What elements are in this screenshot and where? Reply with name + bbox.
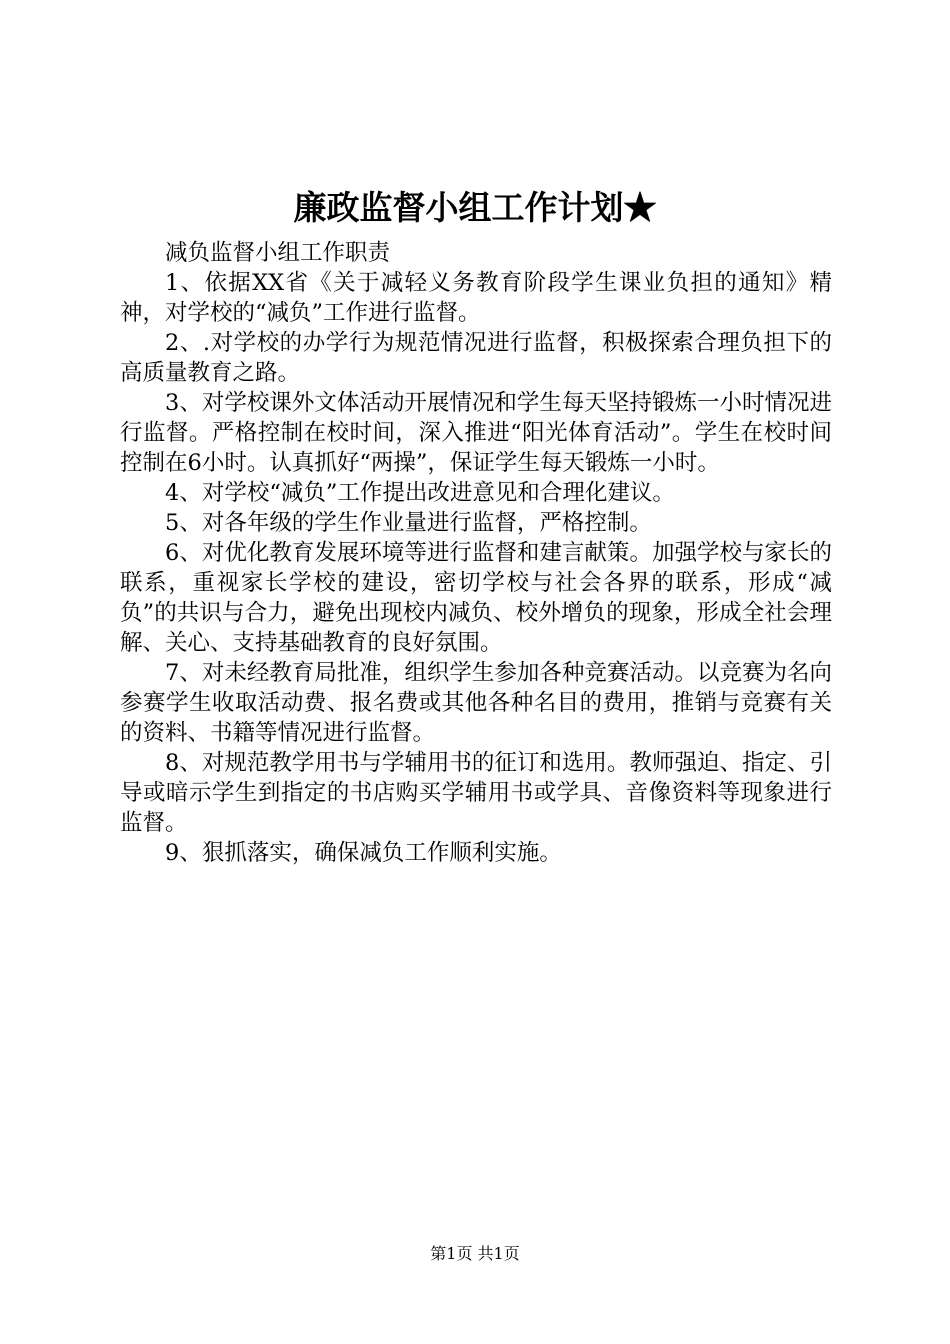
paragraph-4: 4、对学校“减负”工作提出改进意见和合理化建议。 (165, 480, 675, 506)
paragraph-1: 1、依据XX省《关于减轻义务教育阶段学生课业负担的通知》精神，对学校的“减负”工作进行监督。 (120, 270, 832, 326)
paragraph-3: 3、对学校课外文体活动开展情况和学生每天坚持锻炼一小时情况进行监督。严格控制在校时间，深入推进“阳光体育活动”。学生在校时间控制在6小时。认真抓好“两操”，保证学生每天锻炼一小时。 (120, 390, 832, 476)
paragraph-5: 5、对各年级的学生作业量进行监督，严格控制。 (165, 510, 652, 536)
paragraph-8: 8、对规范教学用书与学辅用书的征订和选用。教师强迫、指定、引导或暗示学生到指定的书店购买学辅用书或学具、音像资料等现象进行监督。 (120, 750, 832, 836)
paragraph-9: 9、狠抓落实，确保减负工作顺利实施。 (165, 840, 562, 866)
document-title: 廉政监督小组工作计划★ (293, 188, 657, 227)
section-heading: 减负监督小组工作职责 (165, 240, 391, 266)
paragraph-6: 6、对优化教育发展环境等进行监督和建言献策。加强学校与家长的联系，重视家长学校的建设，密切学校与社会各界的联系，形成“减负”的共识与合力，避免出现校内减负、校外增负的现象，形成全社会理解、关心、支持基础教育的良好氛围。 (120, 540, 832, 656)
paragraph-7: 7、对未经教育局批准，组织学生参加各种竞赛活动。以竞赛为名向参赛学生收取活动费、报名费或其他各种名目的费用，推销与竞赛有关的资料、书籍等情况进行监督。 (120, 660, 832, 746)
document-body (120, 238, 832, 868)
paragraph-2: 2、.对学校的办学行为规范情况进行监督，积极探索合理负担下的高质量教育之路。 (120, 330, 832, 386)
page-number-footer: 第1页 共1页 (430, 1244, 520, 1263)
